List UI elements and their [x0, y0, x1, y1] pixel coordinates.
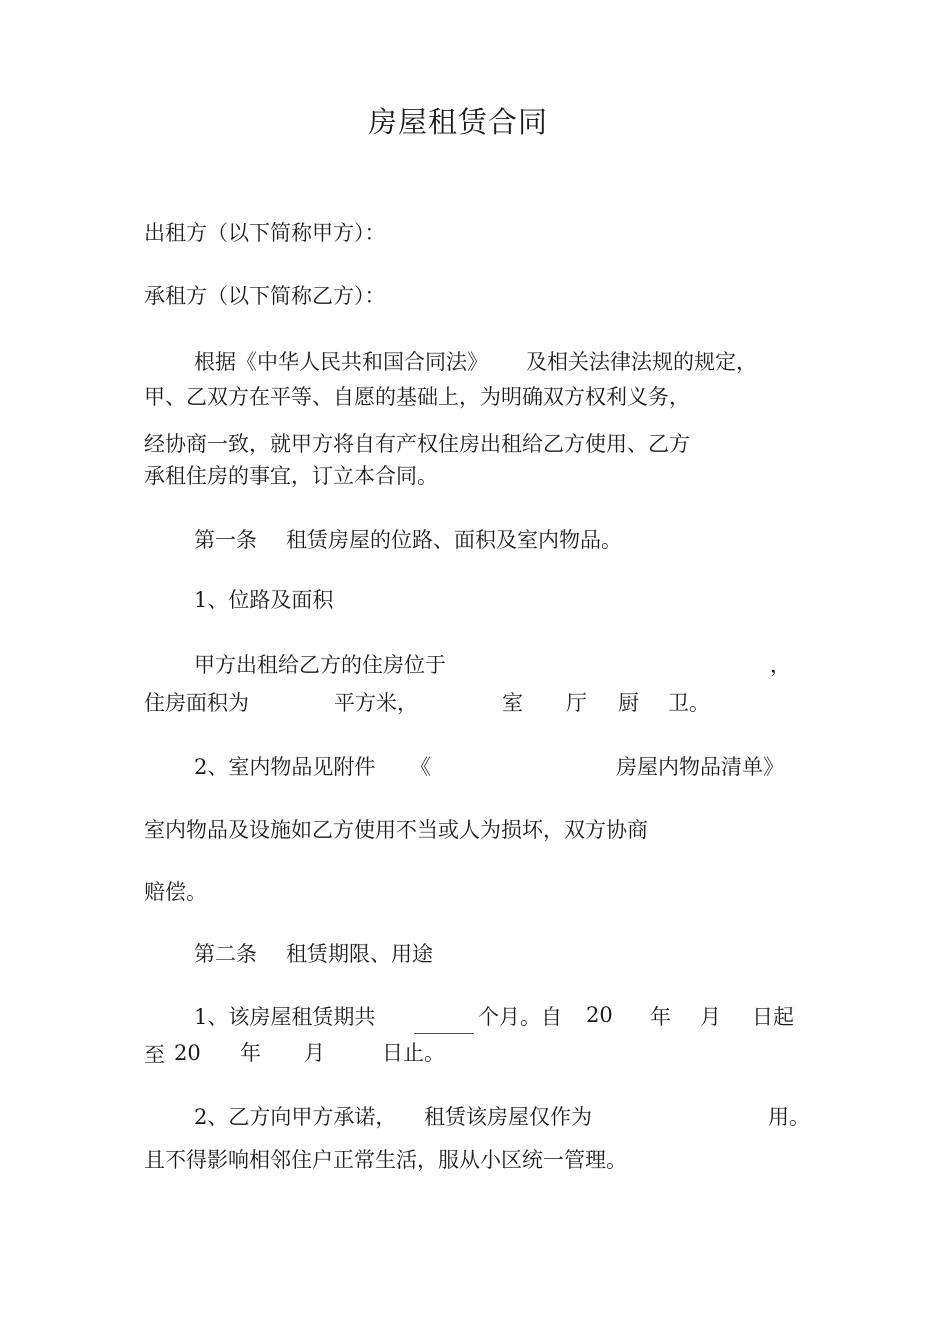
article1-location-label: 甲方出租给乙方的住房位于 [194, 653, 446, 677]
hall-label: 厅 [566, 691, 587, 715]
end-year-prefix: 20 [174, 1041, 201, 1065]
intro-line3: 经协商一致，就甲方将自有产权住房出租给乙方使用、乙方 [144, 432, 690, 456]
document-title: 房屋租赁合同 [368, 105, 549, 139]
lessee-line: 承租方（以下简称乙方）： [144, 284, 386, 308]
purpose-line2: 且不得影响相邻住户正常生活，服从小区统一管理。 [144, 1148, 627, 1172]
start-month-label: 月 [700, 1005, 721, 1029]
purpose-promise: 2、乙方向甲方承诺， [194, 1105, 397, 1129]
lease-months-label: 个月。自 [478, 1005, 562, 1029]
intro-line1-part2: 及相关法律法规的规定， [526, 350, 757, 374]
article1-item2-line2: 室内物品及设施如乙方使用不当或人为损坏，双方协商 [144, 818, 648, 842]
article1-item2-quote: 《 [410, 755, 431, 779]
intro-line2: 甲、乙双方在平等、自愿的基础上，为明确双方权利义务， [144, 385, 690, 409]
start-year-label: 年 [650, 1005, 671, 1029]
area-unit: 平方米， [334, 691, 418, 715]
article1-location-comma: ， [770, 653, 791, 677]
lease-term-blank-line [414, 1033, 474, 1034]
bath-label: 卫。 [668, 691, 710, 715]
end-year-label: 年 [240, 1041, 261, 1065]
end-day-label: 日止。 [382, 1041, 445, 1065]
kitchen-label: 厨 [618, 691, 639, 715]
start-year-prefix: 20 [586, 1003, 613, 1027]
article1-number: 第一条 [194, 528, 257, 552]
lease-term-label: 1、该房屋租赁期共 [194, 1005, 376, 1029]
article2-heading: 租赁期限、用途 [286, 942, 433, 966]
intro-line1-part1: 根据《中华人民共和国合同法》 [194, 350, 488, 374]
lessor-line: 出租方（以下简称甲方）： [144, 221, 386, 245]
article1-item2-label: 2、室内物品见附件 [194, 755, 376, 779]
article1-item2-attachment: 房屋内物品清单》 [616, 755, 784, 779]
article2-number: 第二条 [194, 942, 257, 966]
end-to-label: 至 [144, 1043, 165, 1067]
article1-item1-title: 1、位路及面积 [194, 588, 334, 612]
end-month-label: 月 [304, 1041, 325, 1065]
area-label: 住房面积为 [144, 691, 249, 715]
purpose-suffix: 用。 [768, 1105, 810, 1129]
intro-line4: 承租住房的事宜，订立本合同。 [144, 464, 438, 488]
article1-item2-line3: 赔偿。 [144, 880, 207, 904]
article1-heading: 租赁房屋的位路、面积及室内物品。 [286, 528, 622, 552]
purpose-label: 租赁该房屋仅作为 [424, 1105, 592, 1129]
room-label: 室 [502, 691, 523, 715]
start-day-label: 日起 [752, 1005, 794, 1029]
